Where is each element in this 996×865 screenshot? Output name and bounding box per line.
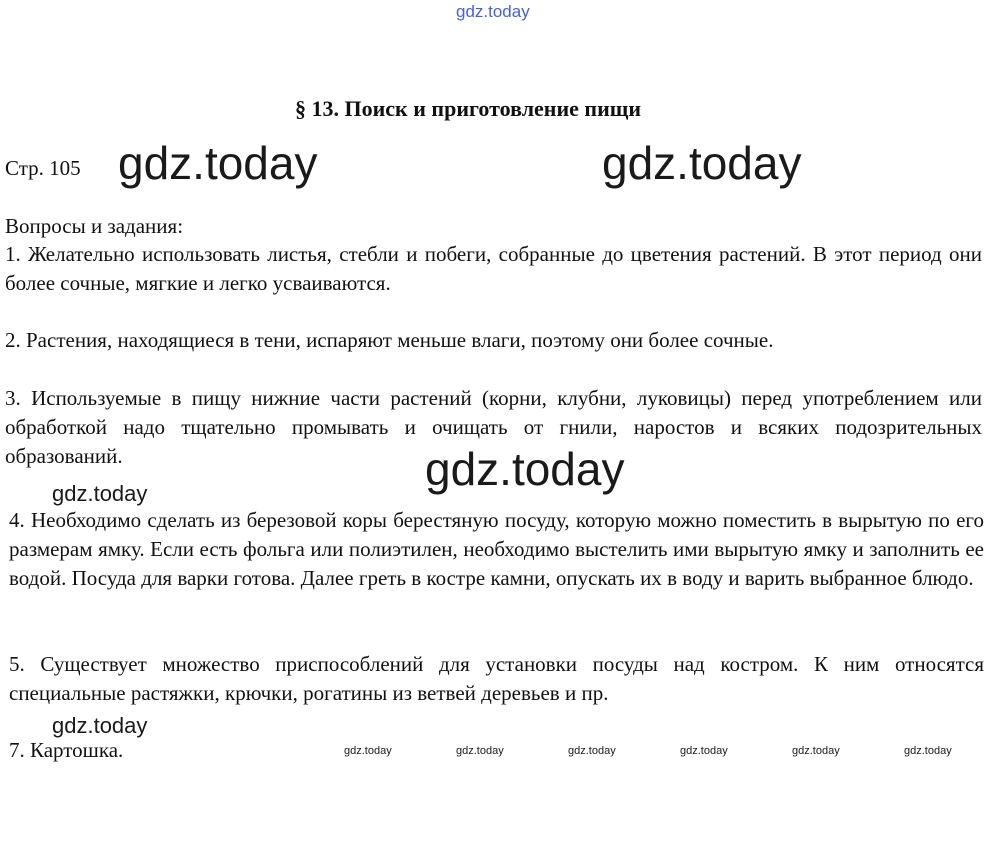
- page-reference: Стр. 105: [5, 156, 81, 180]
- watermark-small-4: gdz.today: [680, 745, 728, 757]
- watermark-medium-1: gdz.today: [52, 481, 148, 506]
- watermark-top: gdz.today: [456, 2, 530, 21]
- answer-5: 5. Существует множество приспособлений для установки посуды над костром. К ним относятся специальные растяжки, крючки, рогатины из ветвей деревьев и пр.: [9, 652, 984, 705]
- watermark-small-3: gdz.today: [568, 745, 616, 757]
- answer-7: 7. Картошка.: [9, 738, 124, 762]
- watermark-small-1: gdz.today: [344, 745, 392, 757]
- watermark-small-6: gdz.today: [904, 745, 952, 757]
- watermark-small-5: gdz.today: [792, 745, 840, 757]
- answer-4: 4. Необходимо сделать из березовой коры берестяную посуду, которую можно поместить в вырытую по его размерам ямку. Если есть фольга или полиэтилен, необходимо выстелить ими вырытую ямку и заполнить ее водой. Посуда для варки готова. Далее греть в костре камни, опускать их в воду и варить выбранное блюдо.: [9, 508, 984, 590]
- watermark-large-1: gdz.today: [118, 137, 318, 189]
- answer-1: 1. Желательно использовать листья, стебли и побеги, собранные до цветения растений. В этот период они более сочные, мягкие и легко усваиваются.: [5, 242, 982, 295]
- watermark-large-2: gdz.today: [602, 137, 802, 189]
- questions-label: Вопросы и задания:: [5, 214, 184, 238]
- section-heading: § 13. Поиск и приготовление пищи: [295, 96, 642, 121]
- answer-3: 3. Используемые в пищу нижние части растений (корни, клубни, луковицы) перед употреблением или обработкой надо тщательно промывать и очищать от гнили, наростов и всяких подозрительных образований.: [5, 386, 982, 468]
- watermark-small-2: gdz.today: [456, 745, 504, 757]
- answer-2: 2. Растения, находящиеся в тени, испаряют меньше влаги, поэтому они более сочные.: [5, 328, 774, 352]
- watermark-large-3: gdz.today: [425, 443, 625, 495]
- watermark-medium-2: gdz.today: [52, 713, 148, 738]
